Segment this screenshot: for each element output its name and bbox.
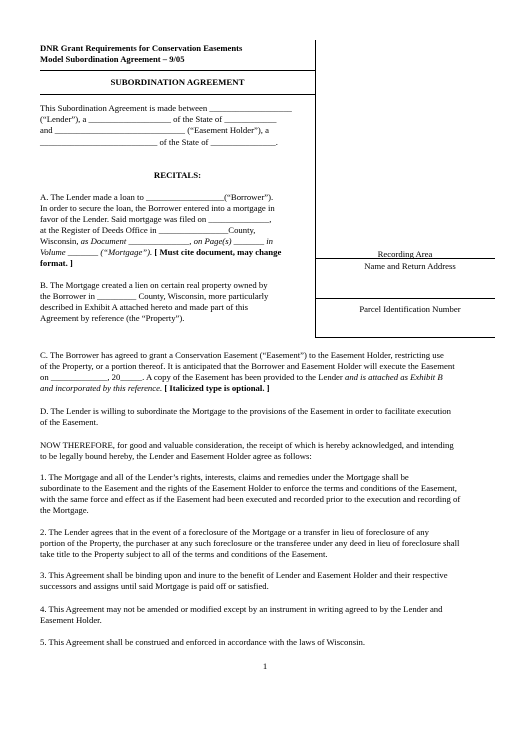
clause-4-line: Easement Holder. <box>40 615 102 625</box>
page-number: 1 <box>262 661 268 671</box>
recital-a-line: favor of the Lender. Said mortgage was filed on ______________, <box>40 214 272 224</box>
title-bottom-rule <box>40 94 315 95</box>
recital-c-italic-text: and incorporated by this reference. <box>40 383 165 393</box>
recital-a-text: Wisconsin, <box>40 236 81 246</box>
intro-line: This Subordination Agreement is made between ___________________ <box>40 103 292 113</box>
clause-1-line: with the same force and effect as if the Easement had been executed and recorded prior to the execution and recording of <box>40 494 461 504</box>
recording-box-bottom-rule <box>315 337 495 338</box>
recital-c-italic-text: and is attached as Exhibit B <box>344 372 443 382</box>
recital-c-line <box>40 372 443 383</box>
recital-a-line <box>40 247 281 258</box>
now-therefore-line: NOW THEREFORE, for good and valuable consideration, the receipt of which is hereby acknowledged, and intending <box>40 440 454 450</box>
recital-a-line: A. The Lender made a loan to __________________(“Borrower”). <box>40 192 274 202</box>
clause-1-line: subordinate to the Easement and the rights of the Easement Holder to enforce the terms and conditions of the Easement, <box>40 483 457 493</box>
clause-3-line: 3. This Agreement shall be binding upon and inure to the benefit of Lender and Easement Holder and their respective <box>40 570 448 580</box>
recital-a-italic-text: Volume _______ (“Mortgage”). <box>40 247 155 257</box>
clause-3-line: successors and assigns until said Mortgage is paid off or satisfied. <box>40 581 269 591</box>
recital-b-line: B. The Mortgage created a lien on certain real property owned by <box>40 280 268 290</box>
recital-a-line <box>40 236 273 247</box>
parcel-id-label: Parcel Identification Number <box>359 304 461 314</box>
clause-1-line: 1. The Mortgage and all of the Lender’s rights, interests, claims and remedies under the Mortgage shall be <box>40 472 409 482</box>
recital-a-line: In order to secure the loan, the Borrower entered into a mortgage in <box>40 203 275 213</box>
parcel-rule <box>315 298 495 299</box>
clause-4-line: 4. This Agreement may not be amended or modified except by an instrument in writing agreed to by the Lender and <box>40 604 443 614</box>
intro-line: ___________________________ of the State of _______________. <box>40 137 278 147</box>
intro-line: (“Lender”), a ___________________ of the State of ____________ <box>40 114 277 124</box>
recital-c-line: C. The Borrower has agreed to grant a Conservation Easement (“Easement”) to the Easement Holder, restricting use <box>40 350 444 360</box>
recording-box-left-border <box>315 40 316 337</box>
recital-d-line: D. The Lender is willing to subordinate the Mortgage to the provisions of the Easement in order to facilitate execution <box>40 406 451 416</box>
recital-a-bold-note: [ Must cite document, may change <box>154 247 282 257</box>
recital-a-italic-text: as Document ______________, on Page(s) _______ in <box>80 236 273 246</box>
clause-2-line: portion of the Property, the purchaser at any such foreclosure or the transferee under any deed in lieu of foreclosure shall <box>40 538 460 548</box>
clause-2-line: take title to the Property subject to all of the terms and conditions of the Easement. <box>40 549 328 559</box>
doc-header-line2: Model Subordination Agreement – 9/05 <box>40 54 185 64</box>
recital-b-line: described in Exhibit A attached hereto and made part of this <box>40 302 248 312</box>
recital-b-line: the Borrower in _________ County, Wisconsin, more particularly <box>40 291 269 301</box>
now-therefore-line: to be legally bound hereby, the Lender and Easement Holder agree as follows: <box>40 451 312 461</box>
recitals-heading: RECITALS: <box>153 170 202 180</box>
recital-c-text: on _____________, 20_____. A copy of the Easement has been provided to the Lender <box>40 372 345 382</box>
doc-header-line1: DNR Grant Requirements for Conservation Easements <box>40 43 243 53</box>
name-return-address-label: Name and Return Address <box>364 261 456 271</box>
recital-c-bold-note: [ Italicized type is optional. ] <box>164 383 270 393</box>
page-title: SUBORDINATION AGREEMENT <box>110 77 245 87</box>
recital-b-line: Agreement by reference (the “Property”). <box>40 313 185 323</box>
clause-5-line: 5. This Agreement shall be construed and enforced in accordance with the laws of Wisconsin. <box>40 637 366 647</box>
recital-c-line <box>40 383 270 394</box>
clause-2-line: 2. The Lender agrees that in the event of a foreclosure of the Mortgage or a transfer in lieu of foreclosure of any <box>40 527 429 537</box>
intro-line: and ______________________________ (“Easement Holder”), a <box>40 125 269 135</box>
recital-a-line: at the Register of Deeds Office in ________________County, <box>40 225 256 235</box>
recital-a-bold-note: format. ] <box>40 258 73 268</box>
clause-1-line: the Mortgage. <box>40 505 89 515</box>
title-top-rule <box>40 70 315 71</box>
recital-c-line: of the Property, or a portion thereof. It is anticipated that the Borrower and Easement Holder will execute the Easement <box>40 361 455 371</box>
recital-d-line: of the Easement. <box>40 417 99 427</box>
recording-area-label: Recording Area <box>377 249 433 259</box>
